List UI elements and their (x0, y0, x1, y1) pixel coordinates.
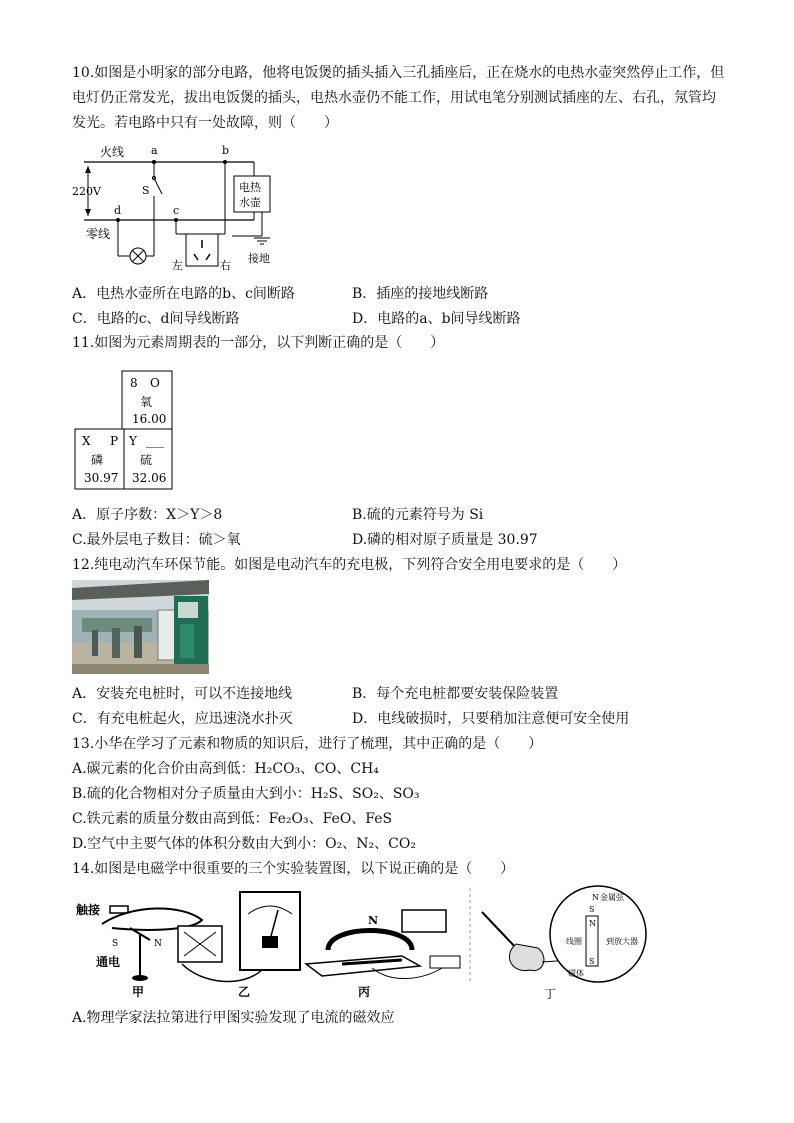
q10-option-a: A．电热水壶所在电路的b、c间断路 (72, 286, 295, 302)
amplifier-label: 到放大器 (606, 937, 638, 946)
figure-bing (306, 910, 460, 999)
q13-stem: 13.小华在学习了元素和物质的知识后，进行了梳理，其中正确的是（ ） (72, 736, 543, 752)
q11-option-c: C.最外层电子数目：硫＞氧 (72, 532, 241, 548)
o-number: 8 (130, 376, 138, 390)
q14-option-a: A.物理学家法拉第进行甲图实验发现了电流的磁效应 (72, 1010, 395, 1026)
metal-string-label: 金属弦 (600, 893, 624, 902)
magnet-label: 磁体 (568, 969, 584, 978)
q10-stem-line-3: 发光。若电路中只有一处故障，则（ ） (72, 115, 338, 131)
s-symbol-blank: ___ (146, 434, 164, 448)
q10-stem-line-1: 10.如图是小明家的部分电路，他将电饭煲的插头插入三孔插座后，正在烧水的电热水壶突然停止工作，但 (72, 65, 725, 81)
p-number: X (82, 434, 91, 448)
q13-option-d: D.空气中主要气体的体积分数由大到小：O₂、N₂、CO₂ (72, 836, 416, 852)
socket-right-label: 右 (220, 259, 231, 272)
s-number: Y (129, 434, 137, 448)
live-wire-label: 火线 (100, 145, 125, 159)
figure-yi (178, 892, 300, 999)
q11-option-a: A．原子序数：X＞Y＞8 (72, 507, 223, 523)
neutral-wire-label: 零线 (86, 227, 111, 241)
switch-s-label: S (142, 184, 150, 197)
p-mass: 30.97 (84, 471, 119, 485)
q10-stem-line-2: 电灯仍正常发光，拔出电饭煲的插头，电热水壶仍不能工作，用试电笔分别测试插座的左、右孔，氖管均 (72, 90, 716, 106)
ding-n-label-mid: N (589, 919, 596, 928)
q12-stem: 12.纯电动汽车环保节能。如图是电动汽车的充电极，下列符合安全用电要求的是（ ） (72, 557, 627, 573)
q12-option-d: D．电线破损时，只要稍加注意便可安全使用 (352, 711, 630, 727)
node-d-label: d (114, 204, 122, 217)
ding-label: 丁 (544, 987, 557, 1001)
p-name: 磷 (91, 453, 104, 467)
q12-option-a: A．安装充电桩时，可以不连接地线 (72, 686, 293, 702)
socket-left-label: 左 (172, 259, 183, 272)
q11-option-d: D.磷的相对原子质量是 30.97 (352, 532, 538, 548)
yi-label: 乙 (238, 985, 251, 999)
s-mass: 32.06 (132, 471, 167, 485)
ding-s-label-top: S (589, 905, 595, 914)
q12-charging-station-photo (72, 580, 209, 674)
q11-stem: 11.如图为元素周期表的一部分，以下判断正确的是（ ） (72, 335, 445, 351)
ding-s-label-bottom: S (589, 957, 595, 966)
o-mass: 16.00 (132, 412, 167, 426)
kettle-label-2: 水壶 (239, 196, 261, 209)
node-b-label: b (222, 144, 230, 157)
ground-label: 接地 (248, 252, 270, 265)
touch-label: 触接 (76, 903, 101, 917)
q10-option-c: C．电路的c、d间导线断路 (72, 311, 240, 327)
bing-label: 丙 (358, 985, 371, 999)
q13-option-b: B.硫的化合物相对分子质量由大到小：H₂S、SO₂、SO₃ (72, 786, 420, 802)
jia-label: 甲 (132, 985, 145, 999)
voltage-label: 220V (72, 185, 101, 198)
o-name: 氧 (140, 395, 153, 409)
q13-option-a: A.碳元素的化合价由高到低：H₂CO₃、CO、CH₄ (72, 761, 379, 777)
s-name: 硫 (140, 453, 153, 467)
q12-option-c: C．有充电桩起火，应迅速浇水扑灭 (72, 711, 293, 727)
q10-option-d: D．电路的a、b间导线断路 (352, 311, 521, 327)
q13-option-c: C.铁元素的质量分数由高到低：Fe₂O₃、FeO、FeS (72, 811, 393, 827)
q14-experiment-figures (72, 884, 672, 1002)
kettle-label-1: 电热 (239, 181, 261, 194)
needle-s-label: S (112, 939, 119, 949)
ding-n-label: N (592, 893, 599, 902)
q14-stem: 14.如图是电磁学中很重要的三个实验装置图，以下说正确的是（ ） (72, 861, 515, 877)
node-a-label: a (151, 144, 158, 157)
coil-label: 线圈 (566, 937, 582, 946)
needle-n-label: N (154, 939, 162, 949)
node-c-label: c (173, 204, 180, 217)
q12-option-b: B．每个充电桩都要安装保险装置 (352, 686, 559, 702)
o-symbol: O (150, 376, 160, 390)
figure-ding (482, 886, 646, 1001)
q10-circuit-diagram (72, 138, 292, 278)
bing-n-label: N (368, 914, 379, 927)
q11-periodic-table (74, 370, 174, 492)
p-symbol: P (110, 434, 119, 448)
tongdian-label: 通电 (96, 955, 121, 969)
q11-option-b: B.硫的元素符号为 Si (352, 507, 484, 523)
q10-option-b: B．插座的接地线断路 (352, 286, 489, 302)
